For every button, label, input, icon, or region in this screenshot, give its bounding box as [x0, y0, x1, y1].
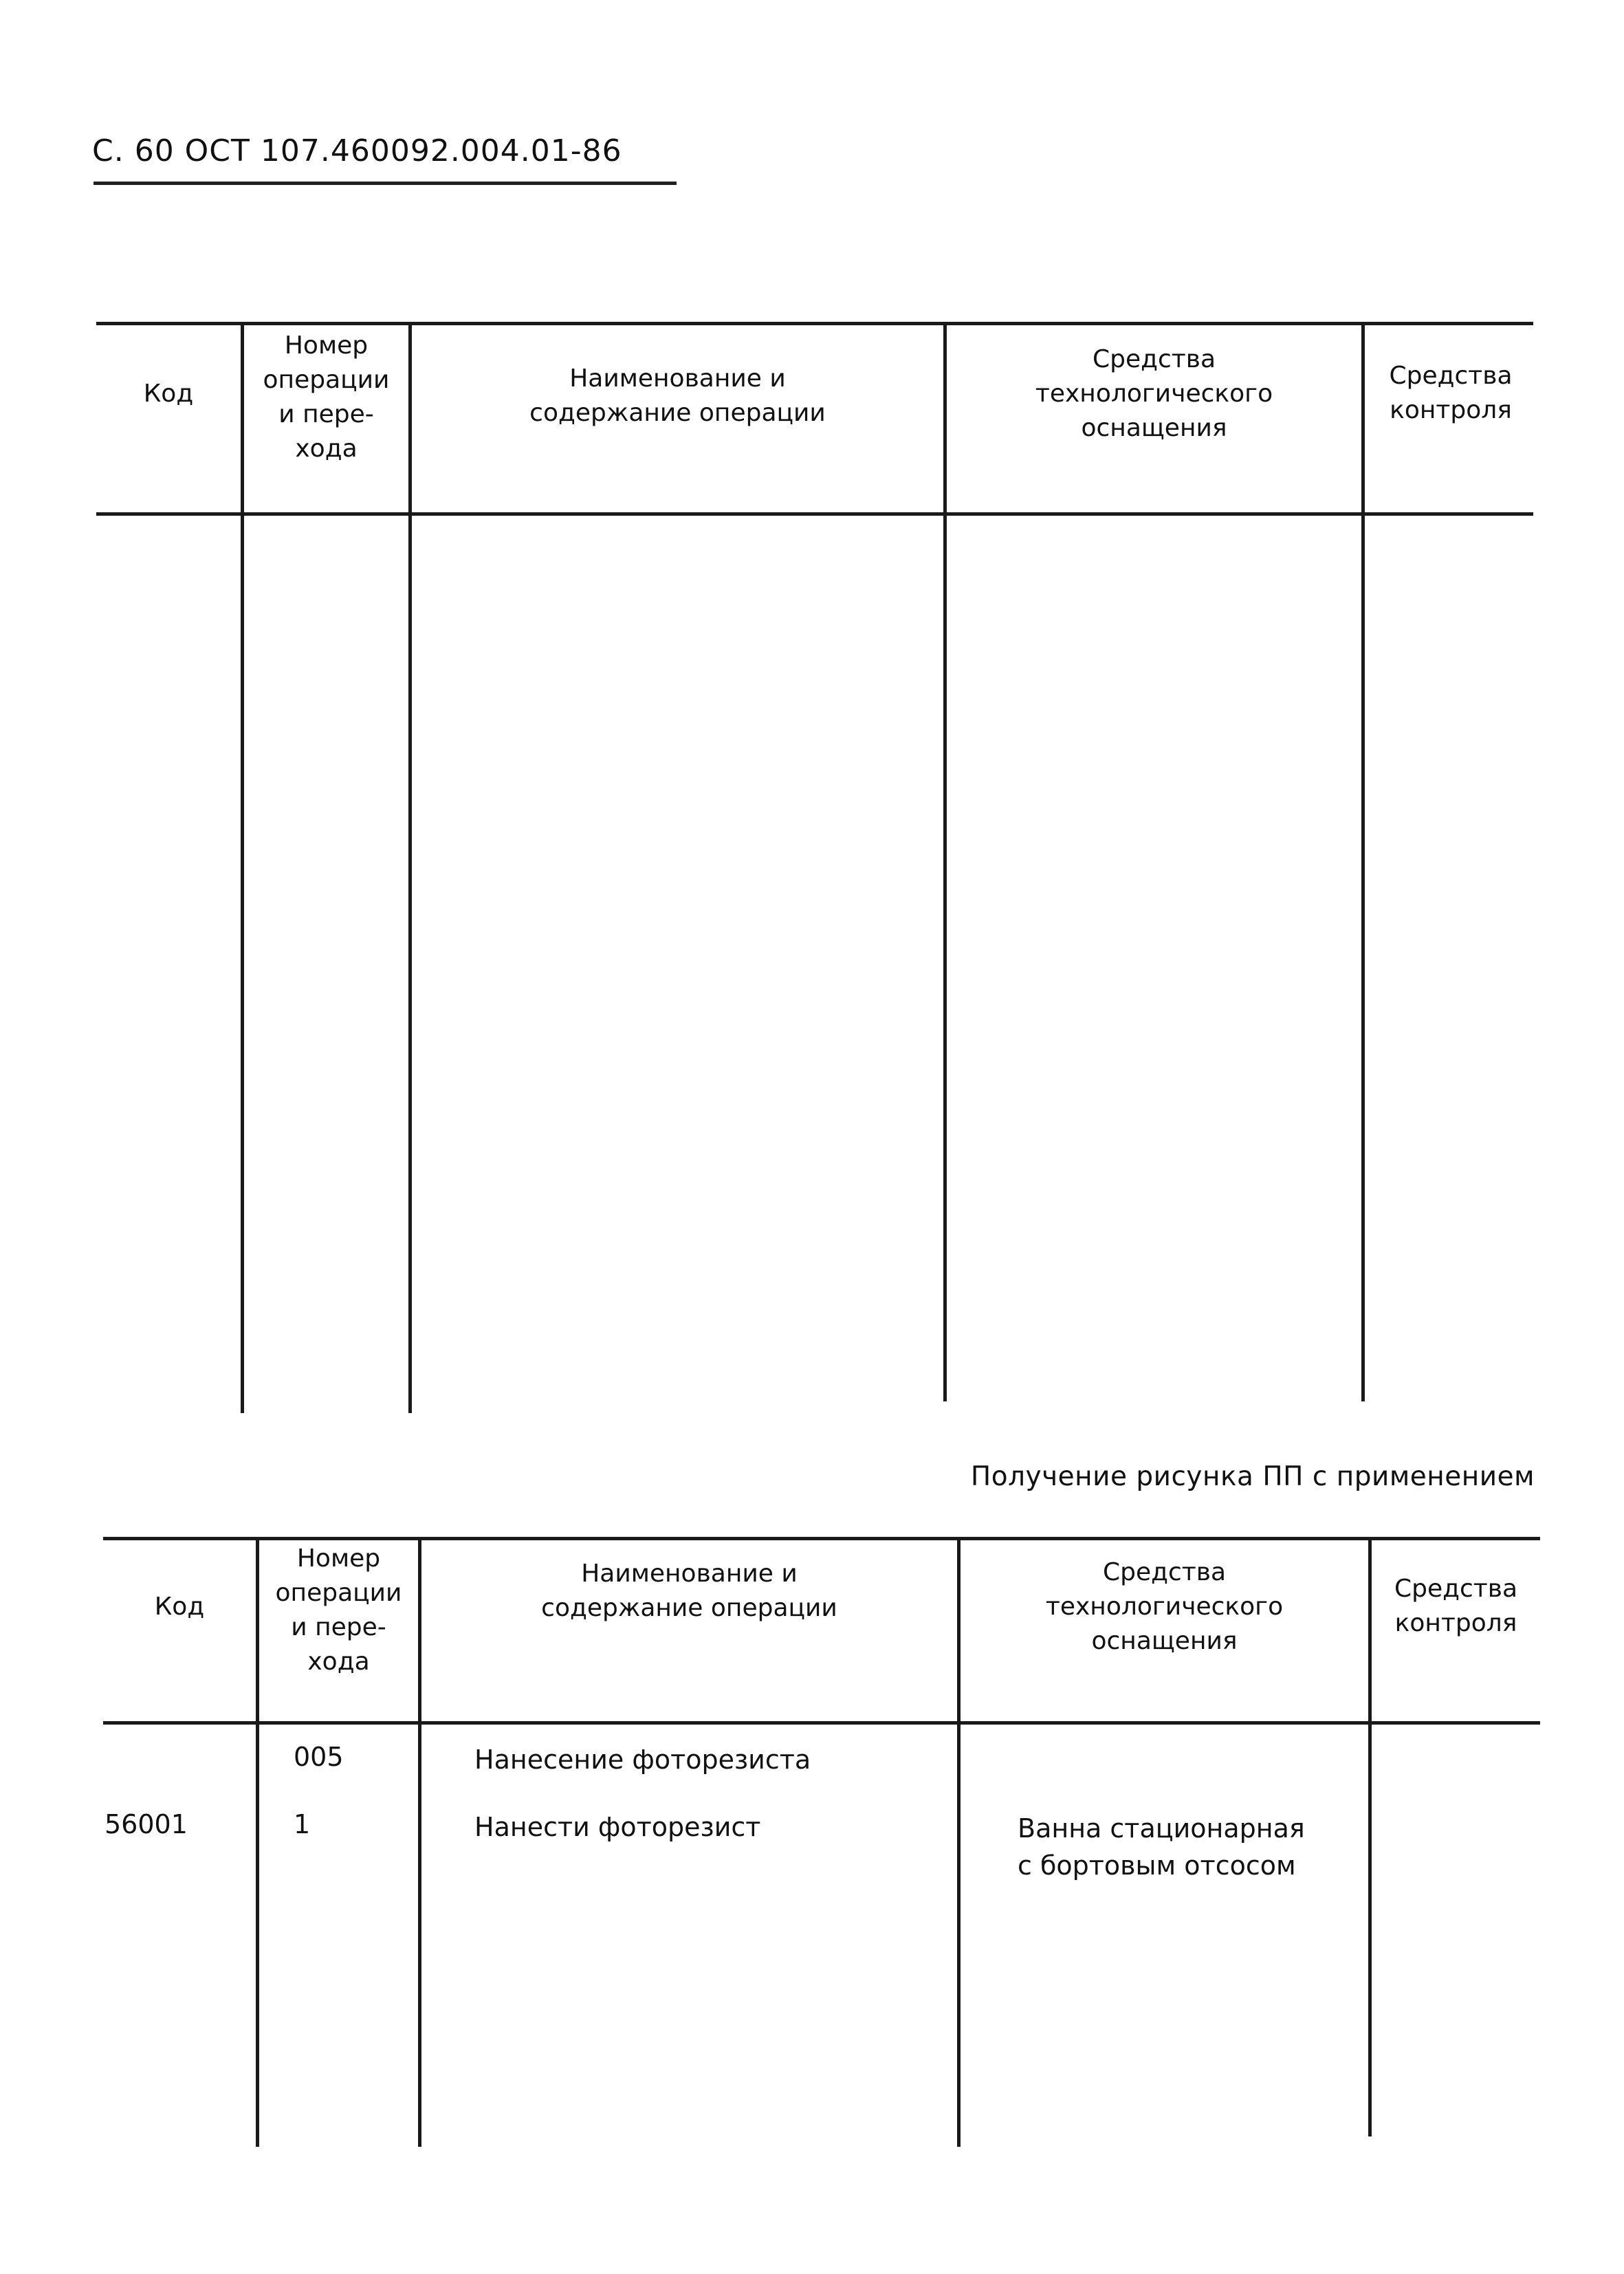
- table-2-col-tech-means: [961, 1555, 1368, 1659]
- row-2-tech-line-2: с бортовым отсосом: [1018, 1850, 1296, 1881]
- table-1-col-control-means: [1365, 359, 1537, 428]
- table-2-top-rule: [103, 1537, 1540, 1540]
- table-1-col-op-number: [244, 329, 408, 466]
- row-1-name: Нанесение фоторезиста: [474, 1745, 811, 1775]
- header-underline: [94, 182, 677, 185]
- table-1-header-rule: [96, 512, 1533, 516]
- col-control-means-line-2: контроля: [1390, 396, 1512, 424]
- table-2-header-rule: [103, 1721, 1540, 1725]
- table-1-divider-2: [408, 323, 412, 1413]
- table-2-col-op-number: [259, 1542, 418, 1679]
- table-1-divider-1: [241, 323, 244, 1413]
- row-2-num: 1: [294, 1809, 311, 1839]
- col-control-means-line-1: Средства: [1394, 1575, 1518, 1603]
- table-1-col-op-name: [412, 362, 943, 430]
- col-code-label: Код: [154, 1593, 205, 1621]
- col-code-label: Код: [143, 380, 194, 408]
- col-op-number-line-2: операции: [275, 1579, 402, 1607]
- col-op-number-line-2: операции: [263, 366, 390, 394]
- table-2-col-control-means: [1372, 1572, 1540, 1641]
- table-2-col-op-name: [421, 1557, 957, 1626]
- col-op-name-line-2: содержание операции: [529, 399, 826, 427]
- table-1-col-tech-means: [947, 342, 1361, 446]
- table-1-divider-3: [943, 323, 947, 1401]
- row-2-tech-line-1: Ванна стационарная: [1018, 1813, 1305, 1844]
- table-1-col-code: [96, 377, 241, 411]
- col-op-number-line-1: Номер: [284, 331, 369, 360]
- table-2-divider-2: [418, 1538, 421, 2147]
- row-2-tech: [1018, 1810, 1305, 1884]
- col-op-number-line-1: Номер: [296, 1544, 381, 1573]
- col-op-name-line-1: Наименование и: [569, 364, 786, 393]
- table-1-top-rule: [96, 322, 1533, 325]
- col-op-number-line-3: и пере-: [291, 1613, 386, 1641]
- col-tech-means-line-1: Средства: [1102, 1558, 1227, 1586]
- table-1-divider-4: [1361, 323, 1365, 1401]
- col-op-number-line-3: и пере-: [278, 400, 374, 428]
- row-1-num: 005: [294, 1742, 344, 1772]
- col-tech-means-line-3: оснащения: [1091, 1627, 1238, 1655]
- col-op-number-line-4: хода: [307, 1648, 370, 1676]
- col-tech-means-line-2: технологического: [1035, 380, 1273, 408]
- col-tech-means-line-2: технологического: [1045, 1593, 1284, 1621]
- col-op-name-line-1: Наименование и: [581, 1560, 798, 1588]
- col-op-name-line-2: содержание операции: [541, 1594, 837, 1622]
- section-caption: Получение рисунка ПП с применением: [970, 1461, 1535, 1492]
- col-control-means-line-1: Средства: [1389, 362, 1513, 390]
- col-tech-means-line-3: оснащения: [1081, 414, 1227, 442]
- col-control-means-line-2: контроля: [1394, 1609, 1517, 1637]
- col-tech-means-line-1: Средства: [1092, 345, 1216, 373]
- table-2-col-code: [103, 1590, 256, 1624]
- page-header: С. 60 ОСТ 107.460092.004.01-86: [92, 133, 622, 168]
- row-2-code: 56001: [105, 1809, 188, 1839]
- col-op-number-line-4: хода: [295, 435, 358, 463]
- row-2-name: Нанести фоторезист: [474, 1812, 761, 1842]
